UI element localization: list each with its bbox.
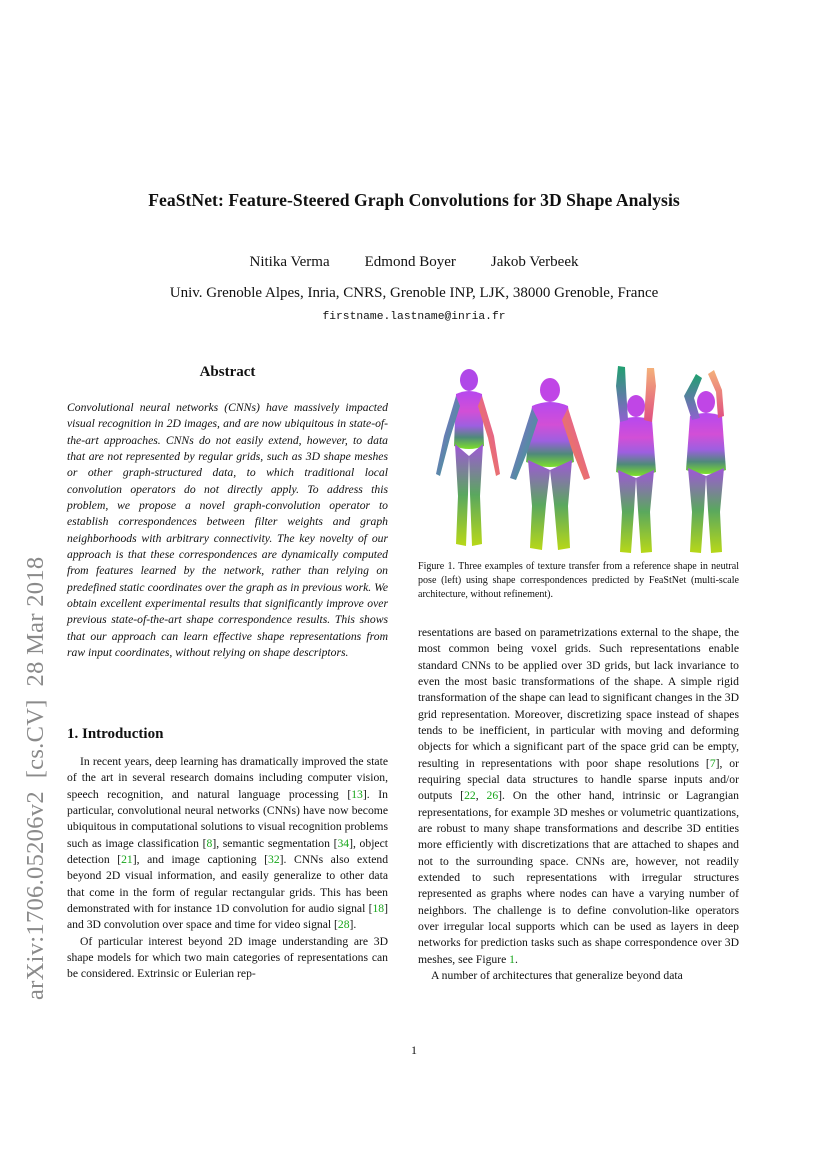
citation-link[interactable]: 32 <box>268 852 280 866</box>
citation-link[interactable]: 28 <box>337 918 350 932</box>
citation-link[interactable]: 8 <box>206 836 213 850</box>
author-name: Nitika Verma <box>249 254 330 270</box>
citation-link[interactable]: 1 <box>509 952 515 966</box>
text-run: ], semantic segmentation [ <box>212 836 338 850</box>
figure-1 <box>418 366 739 554</box>
text-run: ]. In particular, convolutional neural networks (CNNs) have now become ubiquitous in computational solutions to visual recognition problems such as image classification [ <box>67 787 388 850</box>
abstract-text: Convolutional neural networks (CNNs) have massively impacted visual recognition in 2D images, and are now ubiquitous in state-of-the-art approaches. CNNs do not easily extend, however, to data that are not represented by regular grids, such as 3D shape meshes or other graph-structured data, to which traditional local convolution operators do not directly apply. To address this problem, we propose a novel graph-convolution operator to establish correspondences between filter weights and graph neighborhoods with arbitrary connectivity. The key novelty of our approach is that these correspondences are dynamically computed from features learned by the network, rather than relying on predefined static coordinates over the graph as in previous work. We obtain excellent experimental results that significantly improve over previous state-of-the-art shape correspondence results. This shows that our approach can learn effective shape representations from raw input coordinates, without relying on shape descriptors. <box>67 401 388 659</box>
intro-paragraph-4: A number of architectures that generalize beyond data <box>431 968 683 982</box>
author-name: Edmond Boyer <box>364 254 456 270</box>
text-run: ]. On the other hand, intrinsic or Lagrangian representations, for example 3D meshes or volumetric quantizations, are robust to many shape transformations and describe 3D entities more efficiently with discretizations that are attached to shapes and not to the surrounding space. CNNs are, however, not readily extended to such representations with irregular structures represented as graphs where nodes can have a varying number of neighbors. The challenge is to define convolution-like operators over irregular local supports which can be used as layers in deep networks for prediction tasks such as shape correspondence over 3D meshes, see Figure <box>418 789 739 966</box>
intro-paragraph-2: Of particular interest beyond 2D image understanding are 3D shape models for which two main categories of representations can be considered. Extrinsic or Eulerian rep- <box>67 934 388 981</box>
affiliation: Univ. Grenoble Alpes, Inria, CNRS, Grenoble INP, LJK, 38000 Grenoble, France <box>169 285 659 301</box>
text-run: , <box>475 789 487 803</box>
email: firstname.lastname@inria.fr <box>322 311 506 323</box>
intro-paragraph-1 <box>67 754 388 934</box>
citation-link[interactable]: 18 <box>372 901 385 915</box>
text-run: ]. CNNs also extend beyond 2D visual information, and easily generalize to other data that come in the form of regular rectangular grids. This has been demonstrated with for instance 1D convolution for audio signal [ <box>67 852 389 915</box>
intro-left-column <box>67 754 388 983</box>
intro-paragraph-3 <box>418 625 739 968</box>
paper-title: FeaStNet: Feature-Steered Graph Convolutions for 3D Shape Analysis <box>148 190 680 210</box>
author-list <box>0 254 828 271</box>
citation-link[interactable]: 26 <box>486 789 499 803</box>
abstract-heading: Abstract <box>199 364 256 380</box>
shape-transfer-3 <box>684 370 726 553</box>
texture-transfer-figure <box>418 366 739 554</box>
citation-link[interactable]: 13 <box>351 787 363 801</box>
text-run: resentations are based on parametrizations external to the shape, the most common being voxel grids. Such representations enable standard CNNs to be applied over 3D grids, but lack invariance to even the most basic transformations of the shape. A simple rigid transformation of the shape can lead to significant changes in the 3D grid representation. Moreover, discretizing space instead of shapes tends to be inefficient, in particular with moving and deforming objects for which a significant part of the space grid can be empty, resulting in representations with poor shape resolutions [ <box>418 626 739 770</box>
text-run: In recent years, deep learning has dramatically improved the state of the art in several research domains including computer vision, speech recognition, and natural language processing [ <box>67 755 388 801</box>
text-run: . <box>515 952 518 966</box>
citation-link[interactable]: 34 <box>337 836 350 850</box>
citation-link[interactable]: 7 <box>709 756 716 770</box>
arxiv-stamp: arXiv:1706.05206v2 [cs.CV] 28 Mar 2018 <box>22 556 49 1000</box>
text-run: ], object detection [ <box>67 836 388 866</box>
text-run: ]. <box>349 918 357 932</box>
citation-link[interactable]: 21 <box>121 852 133 866</box>
section-heading: 1. Introduction <box>67 726 164 742</box>
intro-right-column <box>418 625 739 984</box>
author-name: Jakob Verbeek <box>490 254 579 270</box>
text-run: ], or requiring special data structures to handle sparse inputs and/or outputs [ <box>418 756 739 803</box>
citation-link[interactable]: 22 <box>464 789 476 803</box>
shape-reference <box>436 369 500 546</box>
shape-transfer-1 <box>510 378 590 550</box>
abstract-body <box>67 400 388 661</box>
text-run: ], and image captioning [ <box>132 852 269 866</box>
figure-caption: Figure 1. Three examples of texture transfer from a reference shape in neutral pose (left) using shape correspondences predicted by FeaStNet (multi-scale architecture, without refinement). <box>418 561 739 600</box>
figure-caption-block <box>418 560 739 602</box>
page-number: 1 <box>411 1043 417 1057</box>
text-run: ] and 3D convolution over space and time for video signal [ <box>67 901 388 932</box>
shape-transfer-2 <box>616 366 656 553</box>
